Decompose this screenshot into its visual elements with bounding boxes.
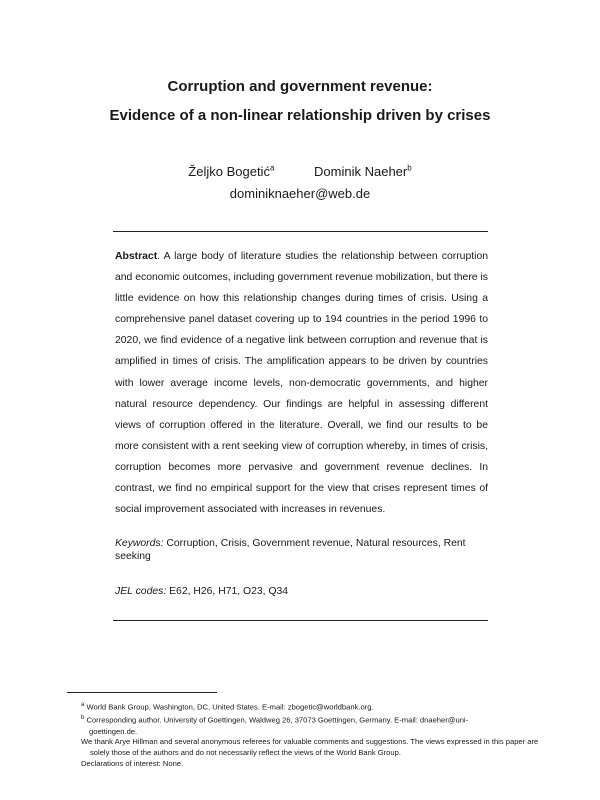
footnote-b-continuation: goettingen.de.: [89, 726, 138, 736]
jel-codes: [115, 586, 488, 597]
author-2-name: Dominik Naeher: [314, 164, 408, 180]
footnote-a-mark: a: [81, 702, 85, 708]
footnote-a-text: World Bank Group, Washington, DC, United States. E-mail: zbogetic@worldbank.org.: [84, 702, 374, 712]
title-line-2: Evidence of a non-linear relationship driven by crises: [109, 107, 491, 124]
footnote-b-text: Corresponding author. University of Goettingen, Waldweg 26, 37073 Goettingen, Germany. E-mail: dnaeher@uni-: [84, 715, 469, 725]
top-divider: [113, 231, 488, 232]
footnotes: [81, 700, 541, 770]
author-1-mark: a: [269, 164, 275, 173]
footnote-separator: [67, 692, 217, 693]
footnote-thanks: We thank Arye Hillman and several anonymous referees for valuable comments and suggestions. The views expressed in this paper are solely those of the authors and do not necessarily reflect the views of the World Bank Group.: [81, 737, 539, 758]
keywords: [115, 537, 488, 563]
author-1: [188, 164, 274, 179]
author-email: dominiknaeher@web.de: [229, 186, 371, 201]
keywords-text: Corruption, Crisis, Government revenue, Natural resources, Rent seeking: [115, 538, 466, 562]
author-list: [0, 164, 600, 179]
footnote-declarations: Declarations of interest: None.: [81, 759, 184, 769]
abstract: [115, 246, 488, 520]
footnote-b-mark: b: [81, 715, 85, 722]
bottom-divider: [113, 620, 488, 621]
abstract-label: Abstract: [115, 251, 158, 262]
author-2: [314, 164, 412, 179]
author-2-mark: b: [407, 164, 412, 173]
keywords-label: Keywords:: [115, 538, 164, 549]
footnote-b: [81, 713, 541, 726]
jel-label: JEL codes:: [115, 586, 167, 597]
footnote-a: [81, 700, 541, 713]
jel-text: E62, H26, H71, O23, Q34: [166, 586, 289, 597]
abstract-text: . A large body of literature studies the relationship between corruption and economic outcomes, including government revenue mobilization, but there is little evidence on how this relationship changes during times of crisis. Using a comprehensive panel dataset covering up to 194 countries in the period 1996 to 2020, we find evidence of a negative link between corruption and revenue that is amplified in times of crisis. The amplification appears to be driven by countries with lower average income levels, non-democratic governments, and higher natural resource dependency. Our findings are helpful in assessing different views of corruption offered in the literature. Overall, we find our results to be more consistent with a rent seeking view of corruption whereby, in times of crisis, corruption becomes more pervasive and government revenue declines. In contrast, we find no empirical support for the view that crises represent times of social improvement associated with increases in revenues.: [115, 251, 488, 516]
title-line-1: Corruption and government revenue:: [167, 78, 433, 95]
author-1-name: Željko Bogetić: [188, 164, 270, 180]
